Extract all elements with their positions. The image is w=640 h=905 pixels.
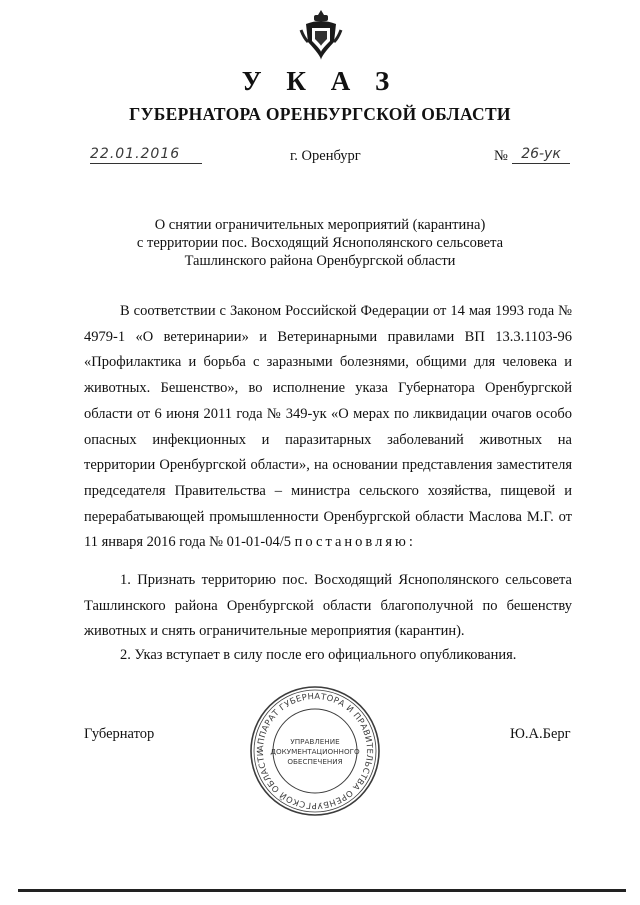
- document-heading: [110, 216, 530, 270]
- document-number: 26-ук: [512, 146, 570, 164]
- decree-word: постановляю:: [294, 534, 416, 551]
- body-paragraph-3: [84, 643, 572, 669]
- bottom-rule: [18, 889, 626, 892]
- paragraph-3-text: 2. Указ вступает в силу после его официального опубликования.: [120, 647, 517, 663]
- heading-line-2: с территории пос. Восходящий Яснополянского сельсовета: [136, 235, 504, 251]
- svg-text:ДОКУМЕНТАЦИОННОГО: ДОКУМЕНТАЦИОННОГО: [270, 747, 360, 756]
- document-title: У К А З: [241, 66, 399, 96]
- body-paragraph-1: [84, 299, 572, 556]
- official-stamp: [248, 684, 382, 818]
- body-paragraph-2: [84, 568, 572, 645]
- number-sign: №: [494, 148, 508, 164]
- paragraph-1-text: В соответствии с Законом Российской Федерации от 14 мая 1993 года № 4979-1 «О ветеринарии» и Ветеринарными правилами ВП 13.3.1103-96 «Профилактика и борьба с заразными болезнями, общими для человека и животных. Бешенство», во исполнение указа Губернатора Оренбургской области от 6 июня 2011 года № 349-ук «О мерах по ликвидации очагов особо опасных инфекционных и паразитарных заболеваний животных на территории Оренбургской области», на основании представления заместителя председателя Правительства – министра сельского хозяйства, пищевой и перерабатывающей промышленности Оренбургской области Маслова М.Г. от 11 января 2016 года № 01-01-04/5: [84, 303, 572, 551]
- document-date: 22.01.2016: [90, 146, 202, 164]
- svg-text:УПРАВЛЕНИЕ: УПРАВЛЕНИЕ: [290, 737, 340, 746]
- coat-of-arms-icon: [298, 8, 344, 62]
- signatory-name: Ю.А.Берг: [510, 726, 571, 742]
- svg-text:АППАРАТ ГУБЕРНАТОРА И ПРАВИТЕЛ: АППАРАТ ГУБЕРНАТОРА И ПРАВИТЕЛЬСТВА ОРЕНБУРГСКОЙ ОБЛАСТИ: [254, 690, 376, 812]
- svg-text:ОБЕСПЕЧЕНИЯ: ОБЕСПЕЧЕНИЯ: [287, 757, 343, 766]
- heading-line-3: Ташлинского района Оренбургской области: [184, 253, 456, 269]
- heading-line-1: О снятии ограничительных мероприятий (карантина): [154, 217, 486, 233]
- document-city: г. Оренбург: [290, 148, 361, 164]
- document-subtitle: ГУБЕРНАТОРА ОРЕНБУРГСКОЙ ОБЛАСТИ: [129, 104, 511, 124]
- paragraph-2-text: 1. Признать территорию пос. Восходящий Яснополянского сельсовета Ташлинского района Оренбургской области благополучной по бешенству животных и снять ограничительные мероприятия (карантин).: [84, 572, 572, 640]
- signatory-position: Губернатор: [84, 726, 155, 742]
